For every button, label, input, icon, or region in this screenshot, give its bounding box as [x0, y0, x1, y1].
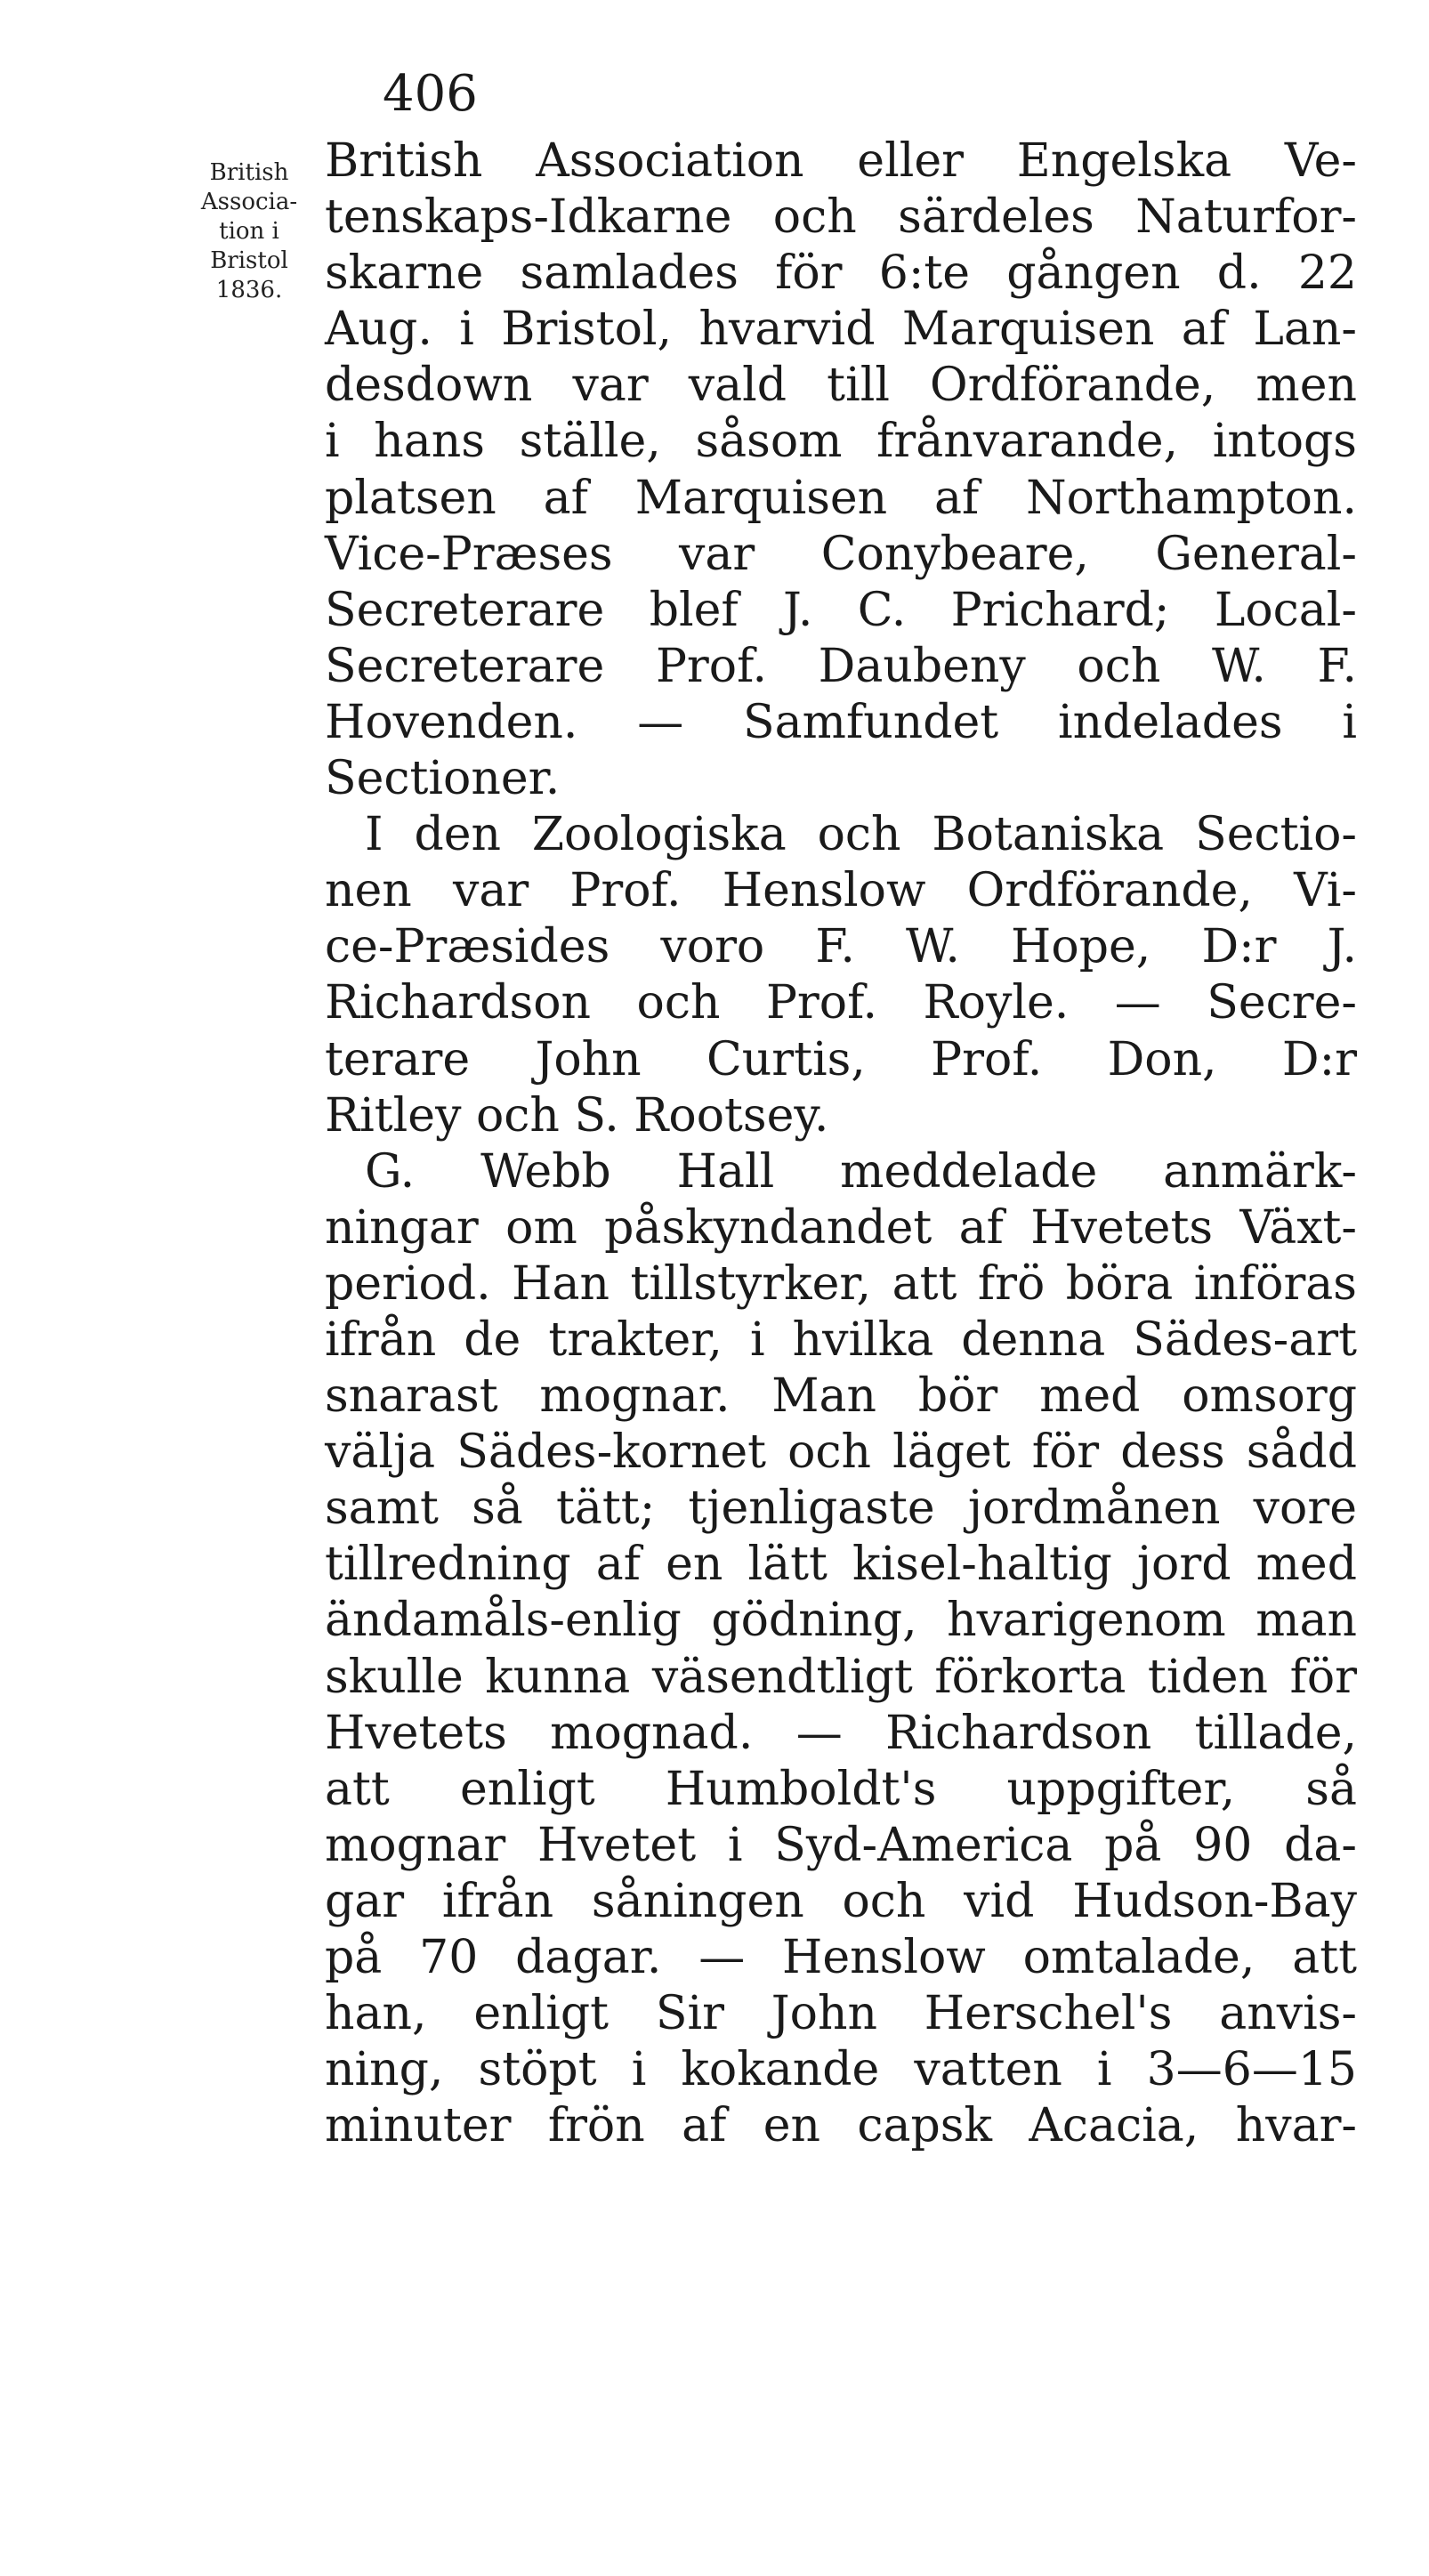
- text-line: på 70 dagar. — Henslow omtalade, att: [325, 1931, 1357, 1984]
- text-line: välja Sädes-kornet och läget för dess sådd: [325, 1425, 1357, 1480]
- text-line: period. Han tillstyrker, att frö böra införas: [325, 1256, 1357, 1311]
- text-line: nen var Prof. Henslow Ordförande, Vi-: [325, 864, 1357, 918]
- text-line: platsen af Marquisen af Northampton.: [325, 471, 1357, 525]
- text-line: Ritley och S. Rootsey.: [325, 1088, 829, 1143]
- text-line: tillredning af en lätt kisel-haltig jord med: [325, 1538, 1357, 1592]
- text-line: I den Zoologiska och Botaniska Sectio-: [365, 808, 1357, 862]
- text-line: Hvetets mognad. — Richardson tillade,: [325, 1706, 1357, 1760]
- text-line: Secreterare blef J. C. Prichard; Local-: [325, 583, 1357, 637]
- body-text: [325, 133, 1357, 2154]
- text-line: minuter frön af en capsk Acacia, hvar-: [325, 2099, 1357, 2153]
- text-line: Richardson och Prof. Royle. — Secre-: [325, 976, 1357, 1030]
- text-line: snarast mognar. Man bör med omsorg: [325, 1369, 1357, 1424]
- text-line: skulle kunna väsendtligt förkorta tiden för: [325, 1650, 1357, 1704]
- text-line: mognar Hvetet i Syd-America på 90 da-: [325, 1818, 1357, 1872]
- margin-note: [174, 158, 325, 305]
- text-line: gar ifrån såningen och vid Hudson-Bay: [325, 1874, 1357, 1928]
- margin-note-line: British: [209, 159, 289, 186]
- page-number: 406: [383, 65, 478, 123]
- text-line: samt så tätt; tjenligaste jordmånen vore: [325, 1482, 1357, 1536]
- text-line: ifrån de trakter, i hvilka denna Sädes-art: [325, 1312, 1357, 1367]
- text-line: han, enligt Sir John Herschel's anvis-: [325, 1987, 1357, 2041]
- text-line: British Association eller Engelska Ve-: [325, 134, 1357, 188]
- text-line: i hans ställe, såsom frånvarande, intogs: [325, 415, 1357, 469]
- text-line: ningar om påskyndandet af Hvetets Växt-: [325, 1200, 1357, 1255]
- margin-note-line: tion i: [219, 218, 279, 245]
- text-line: Vice-Præses var Conybeare, General-: [325, 527, 1357, 581]
- margin-note-line: 1836.: [215, 277, 283, 303]
- text-line: Secreterare Prof. Daubeny och W. F.: [325, 639, 1357, 693]
- text-line: G. Webb Hall meddelade anmärk-: [365, 1144, 1357, 1199]
- text-line: ändamåls-enlig gödning, hvarigenom man: [325, 1594, 1357, 1648]
- text-line: skarne samlades för 6:te gången d. 22: [325, 246, 1357, 301]
- text-line: Sectioner.: [325, 752, 561, 806]
- text-line: desdown var vald till Ordförande, men: [325, 359, 1357, 413]
- text-line: terare John Curtis, Prof. Don, D:r: [325, 1032, 1357, 1086]
- text-line: Aug. i Bristol, hvarvid Marquisen af Lan-: [325, 303, 1357, 357]
- text-line: tenskaps-Idkarne och särdeles Naturfor-: [325, 190, 1357, 245]
- text-line: ce-Præsides voro F. W. Hope, D:r J.: [325, 920, 1357, 974]
- text-line: att enligt Humboldt's uppgifter, så: [325, 1762, 1357, 1816]
- margin-note-line: Bristol: [210, 247, 288, 274]
- text-line: ning, stöpt i kokande vatten i 3—6—15: [325, 2043, 1357, 2097]
- text-line: Hovenden. — Samfundet indelades i: [325, 695, 1357, 749]
- margin-note-line: Associa-: [200, 189, 298, 215]
